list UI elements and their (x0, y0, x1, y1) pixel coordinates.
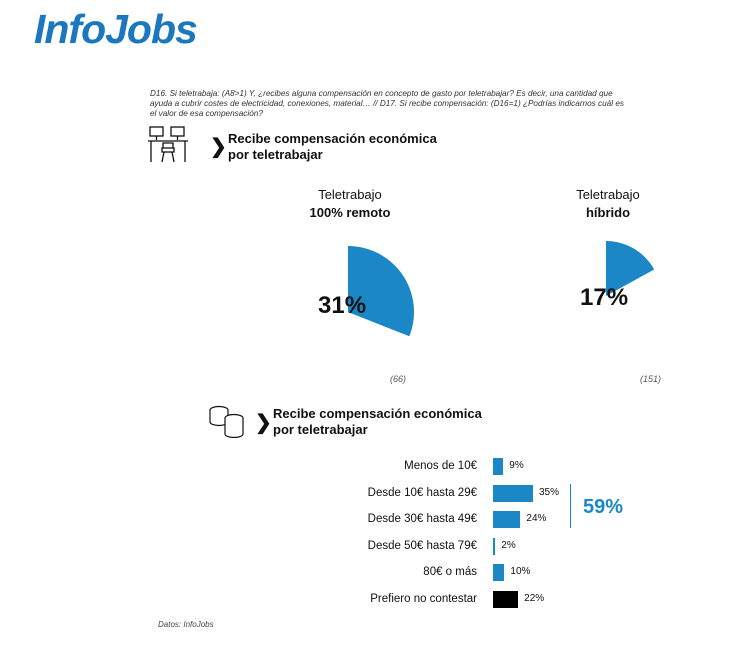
bracket-total-label: 59% (583, 496, 624, 518)
gauge1-label-line1: Teletrabajo (318, 187, 382, 202)
gauge2-value-label: 17% (580, 284, 629, 311)
bar (493, 511, 520, 528)
bar-category-label: 80€ o más (423, 566, 477, 578)
bar (493, 564, 504, 581)
gauge1-base: (66) (390, 374, 407, 384)
bar-category-label: Desde 30€ hasta 49€ (367, 513, 477, 525)
bar-category-label: Desde 50€ hasta 79€ (367, 539, 477, 552)
bar (493, 591, 518, 608)
section1-title (228, 131, 437, 163)
bar-value-label: 2% (501, 539, 516, 551)
section2-title (273, 406, 482, 438)
gauge2-label (528, 186, 688, 222)
bar (493, 538, 495, 555)
bracket-line (570, 484, 571, 528)
gauge1-label (270, 186, 430, 222)
gauge2-label-line1: Teletrabajo (576, 187, 640, 202)
question-text: D16. Si teletrabaja: (A8>1) Y, ¿recibes alguna compensación en concepto de gasto por teletrabajar? Es decir, una cantidad que ayuda a cubrir costes de electricidad, conexiones, material… // D17. Si recibe compensación: (D16=1) ¿Podrías indicarnos cuál es el valor de esa compensación? (150, 89, 624, 118)
bar-value-label: 9% (509, 460, 524, 471)
gauge1-label-line2: 100% remoto (309, 205, 391, 220)
infojobs-logo: InfoJobs (34, 6, 197, 52)
coins-stack-icon (206, 404, 248, 438)
chevron-right-icon: ❯ (255, 412, 272, 434)
section1-title-line1: Recibe compensación económica (228, 131, 437, 146)
bar (493, 485, 533, 502)
bar-value-label: 24% (526, 513, 547, 524)
bar (493, 458, 503, 475)
section2-title-line1: Recibe compensación económica (273, 406, 482, 421)
bar-value-label: 10% (510, 566, 531, 577)
section1-title-line2: por teletrabajar (228, 147, 323, 162)
section2-title-line2: por teletrabajar (273, 422, 368, 437)
bar-category-label: Menos de 10€ (404, 460, 477, 472)
gauge1-chart (280, 240, 420, 340)
gauge1-value-label: 31% (318, 292, 367, 319)
gauge2-base: (151) (640, 374, 662, 384)
chevron-right-icon: ❯ (210, 136, 227, 158)
bar-value-label: 35% (539, 486, 560, 498)
gauge2-label-line2: híbrido (585, 205, 631, 220)
source-note: Datos: InfoJobs (158, 620, 214, 629)
bar-category-label: Desde 10€ hasta 29€ (367, 486, 477, 499)
bar-value-label: 22% (524, 592, 545, 604)
bar-category-label: Prefiero no contestar (370, 592, 477, 605)
remote-workstation-icon (148, 126, 194, 166)
